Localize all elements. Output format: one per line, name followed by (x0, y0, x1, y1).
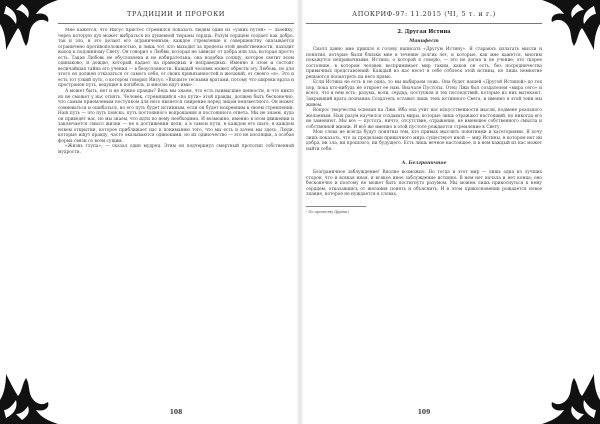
tribal-flourish-icon (542, 362, 600, 424)
right-paragraph-1: Сиэлл давно мне пришло в голову написать «Другую Истину». Я стараюсь излагать мысли и понятия, которые были близки мне в течение долгих лет, и которые, как мне кажется, многим покажутся непривычными. Истина, о которой я говорю, — это не догма и не учение; это скорее состояние, в котором человек воспринимает мир таким, каков он есть, без посредничества привычных представлений. Каждый из нас несет в себе отблеск этой истины, но лишь немногие решаются посмотреть на него прямо. (306, 47, 542, 80)
subsection-boundless: А. Безграничное (401, 161, 447, 167)
tribal-flourish-icon (542, 0, 600, 62)
left-paragraph-2: А может быть, нет и не нужно правды? Ведь мы знаем, что есть наивысшие ценности, и что никто их не сможет у нас отнять. Человек, стремящийся «по пути» этой правды, должен быть бесконечно, что самым приемлемым поступком для него является смирение перед лицом неизвестного. Он может сомневаться и ошибаться, но его путь будет истинным, если он будет искренним в своем стремлении. Наш путь — это путь поиска, путь постоянного вопрошания и постоянного ответа. Мы не знаем, куда он приведет нас, но мы знаем, что идти по нему необходимо. И возможно, именно в этом движении и заключается смысл жизни — не в достижении цели, а в самом пути, в каждом его шаге, в каждом новом открытии, которое приближает нас к пониманию того, что мы есть и зачем мы здесь. Люди, которые ищут правду, часто оказываются одинокими, но их одиночество — это не изоляция, а особая форма связи со всем сущим. (58, 89, 294, 144)
right-header-rule (306, 23, 542, 24)
footnote-rule (306, 206, 366, 207)
left-paragraph-1: Мне кажется, что Иисус Христос стремился показать людям один из «узких путей» — лазейку, через которую дух может выбраться из душевной тюрьмы сердца. Разум сердцем создает как добро, так и зло, и это делает его ограниченным; каждое стремление к совершенству оказывается ограничено противоположностью, и лишь тот, кто выходит за пределы этой двойственности, находит выход к подлинному Свету. Он говорил о Любви, которая не зависит от добра или зла, которая просто есть. Такая Любовь не обусловлена и не избирательна; она подобна солнцу, которое светит всем одинаково, и дождю, который падает на праведных и неправедных. Именно в этом и состоит величайшая тайна его учения — в безусловности. Каждый человек может обрести эту Любовь, но для этого он должен отказаться от самого себя, от своих привязанностей и желаний, от своего «я». Это и есть тот узкий путь, о котором говорил Иисус: «Входите тесными вратами, потому что широки врата и пространен путь, ведущие в погибель, и многие идут ими». (58, 28, 294, 89)
left-body-text (58, 28, 294, 408)
tribal-flourish-icon (0, 0, 58, 62)
right-body-text (306, 28, 542, 408)
left-paragraph-3: «Жизнь глупа», — сказал один мудрец. Этим он подчеркнул смертный прототип собственной мудрости. (58, 144, 294, 156)
left-running-head: ТРАДИЦИИ И ПРОРОКИ (127, 10, 225, 18)
book-gutter (296, 0, 304, 424)
right-paragraph-3: Вопрос творчества основан на Лжи. Ибо она учит нас искусственности мысли, подмене реального желаемым. Наш разум научился создавать миры, которые лишь отражают настоящий, но никогда его не заменяют. Мы все — пустота, ничто, отсутствие, отражение, не имеющее собственного смысла и собственной жизни. И всё же именно в этой пустоте рождается стремление к Свету. (306, 108, 542, 130)
left-header-rule (58, 23, 294, 24)
subsection-manifest: Манифест (409, 38, 439, 44)
left-page-number: 108 (169, 409, 183, 416)
right-paragraph-2: Если Истина не есть и не одна, то мы выбираем ложь. Она будет нашей «Другой Истиной» до тех пор, пока кто-нибудь не откроет ее нам. Вначале Пустоты. Отец Лжи был создателем «мира сего» и всего, что в нем есть: разума, воли, сердца, поступков и тех последствий, которые из них вытекают. Закрывший врата познания Создатель оставил лишь тень истинного Света, и именно в этой тени мы живем. (306, 80, 542, 108)
section-spacer (306, 152, 542, 159)
right-paragraph-4: Мои слова не всегда будут понятны тем, кто привык мыслить понятиями и категориями. Я хочу лишь показать, что за пределами привычного мира существует иной — мир Истины, в котором нет ни добра, ни зла, ни прошлого, ни будущего. Есть лишь вечное настоящее, и в нем каждый из нас может найти себя. (306, 130, 542, 152)
right-page-number: 109 (417, 409, 431, 416)
right-paragraph-5: Безграничное заблуждение! Вполне возможно. Но тогда и этот мир — лишь одна из лучших сторон, что и всякая иная, и всякое иное заблуждение истинно. В нем нет начала и нет конца; оно бесконечно и поэтому не может быть постигнуто разумом. Мы можем лишь прикоснуться к нему сердцем, отказавшись от желания понять и объяснить. И в этом прикосновении рождается новое знание, которое не нуждается в словах. (306, 170, 542, 198)
footnote: ¹ По преемству (франц.). (306, 210, 351, 215)
section-title: 2. Другая Истина (397, 29, 451, 35)
tribal-flourish-icon (0, 362, 58, 424)
right-running-head: АПОКРИФ-97: 11.2015 (ЧI, 5 т. и г.) (352, 10, 496, 18)
